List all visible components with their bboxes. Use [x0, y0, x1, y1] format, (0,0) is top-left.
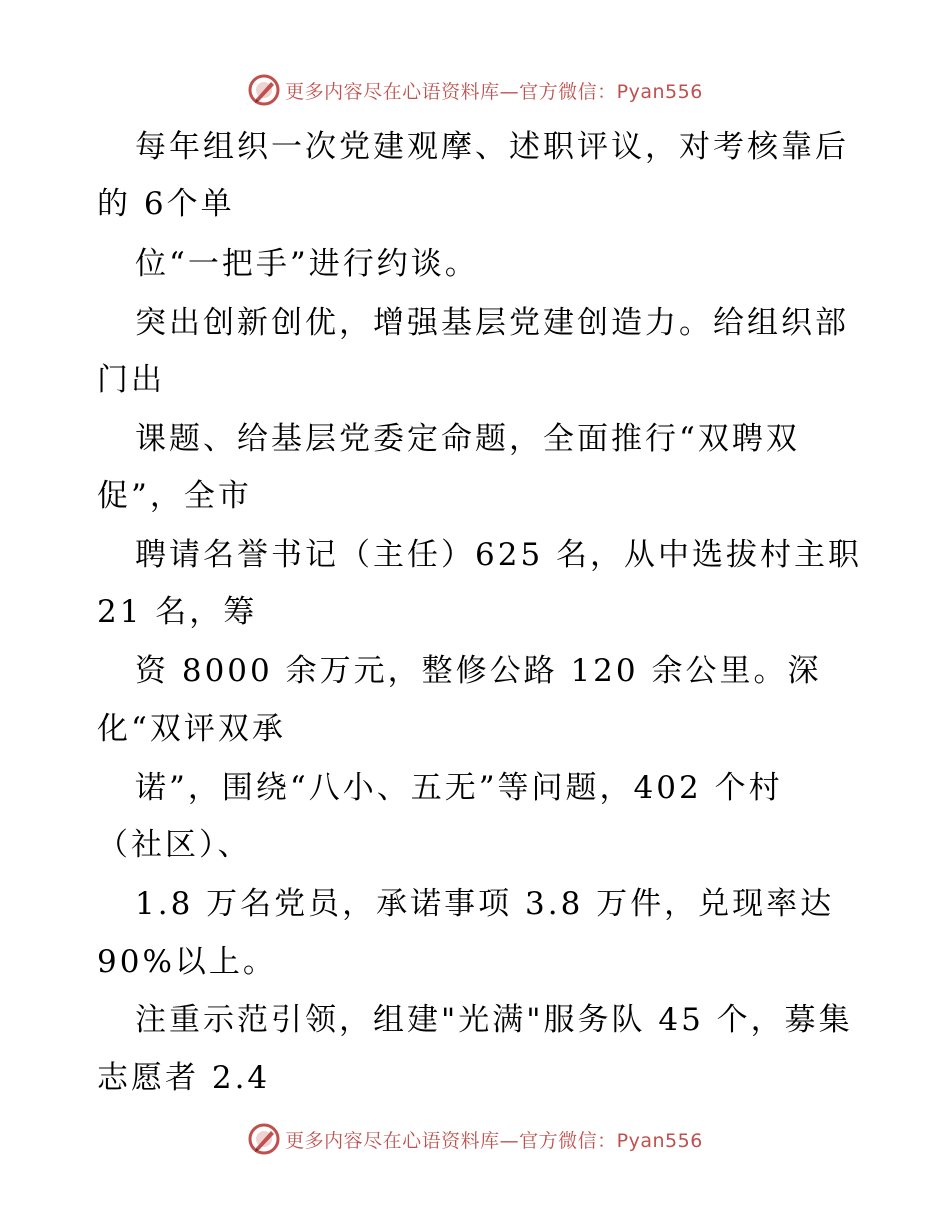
footer-banner	[0, 1119, 950, 1159]
body-line: （社区）、	[97, 827, 252, 863]
body-line: 突出创新创优，增强基层党建创造力。给组织部	[135, 305, 849, 341]
body-line: 21 名，筹	[97, 594, 258, 630]
body-line: 每年组织一次党建观摩、述职评议，对考核靠后	[135, 129, 849, 165]
pen-logo-icon	[247, 73, 281, 107]
body-line: 化“双评双承	[97, 711, 286, 747]
body-line: 课题、给基层党委定命题，全面推行“双聘双	[135, 421, 800, 457]
body-line: 诺”，围绕“八小、五无”等问题，402 个村	[135, 770, 783, 806]
body-line: 注重示范引领，组建"光满"服务队 45 个，募集	[135, 1002, 853, 1038]
body-line: 位“一把手”进行约谈。	[135, 246, 479, 282]
header-banner	[0, 70, 950, 110]
body-line: 的 6个单	[97, 186, 235, 222]
body-line: 促”，全市	[97, 478, 252, 514]
body-line: 志愿者 2.4	[97, 1060, 271, 1096]
body-line: 资 8000 余万元，整修公路 120 余公里。深	[135, 653, 822, 689]
pen-logo-icon	[247, 1122, 281, 1156]
header-banner-text: 更多内容尽在心语资料库—官方微信：Pyan556	[285, 80, 703, 103]
body-line: 90%以上。	[97, 944, 277, 980]
body-line: 1.8 万名党员，承诺事项 3.8 万件，兑现率达	[135, 886, 835, 922]
body-line: 门出	[97, 362, 165, 398]
body-line: 聘请名誉书记（主任）625 名，从中选拔村主职	[135, 537, 863, 573]
footer-banner-text: 更多内容尽在心语资料库—官方微信：Pyan556	[285, 1129, 703, 1152]
